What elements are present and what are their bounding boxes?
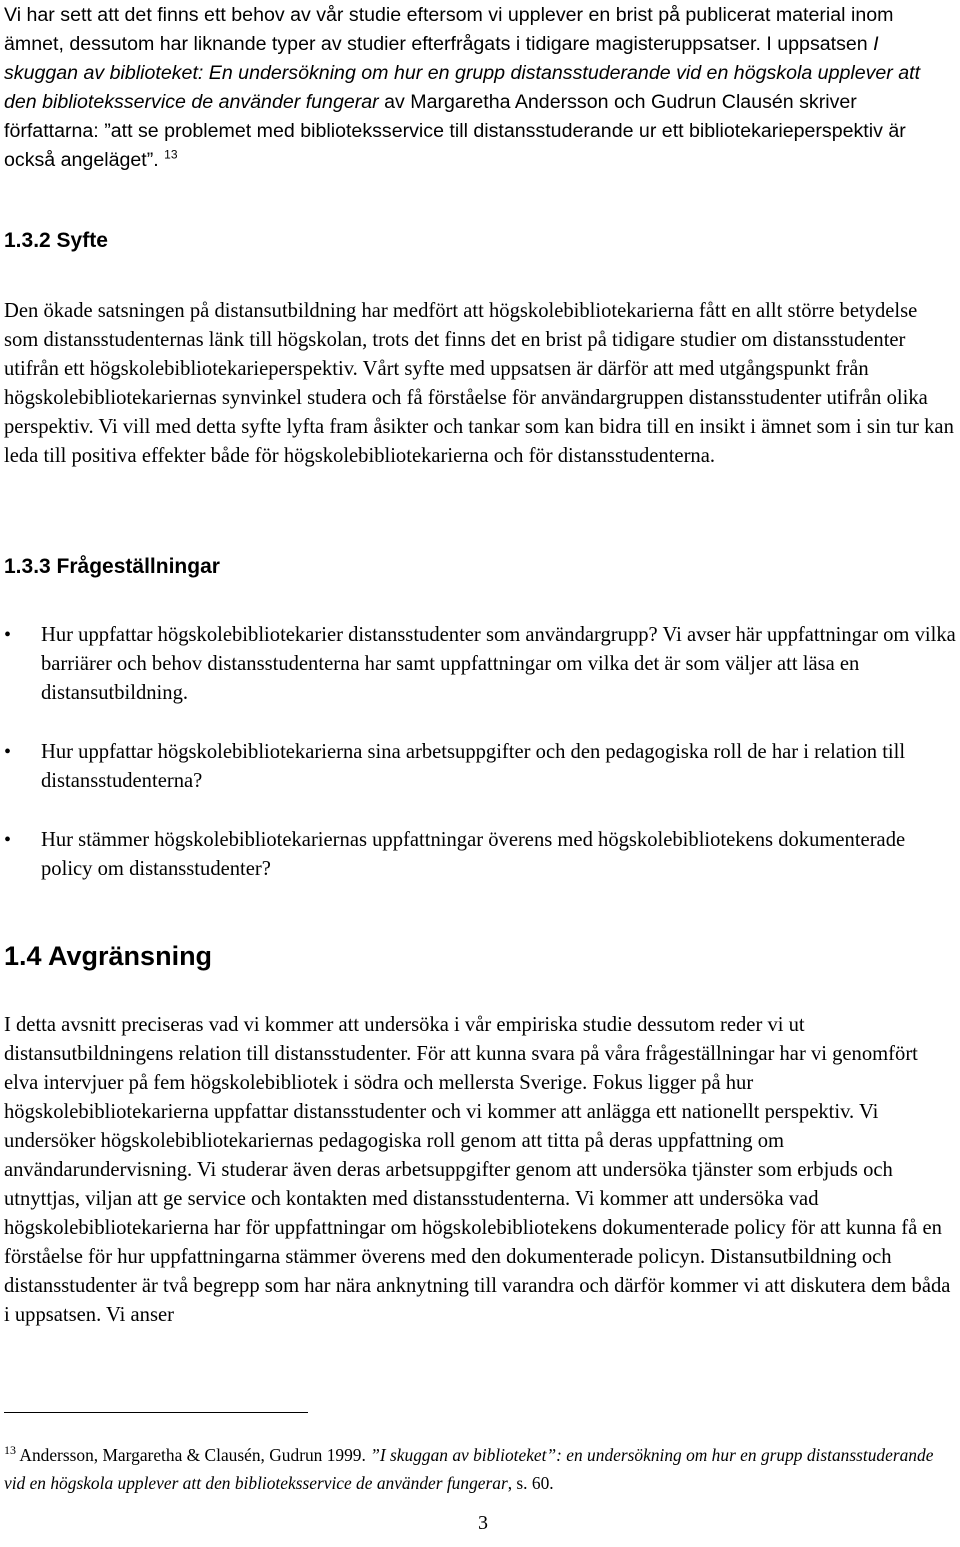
intro-text-part1: Vi har sett att det finns ett behov av vår studie eftersom vi upplever en brist på publicerat material inom ämnet, dessutom har liknande typer av studier efterfrågats i tidigare magisteruppsatser. I uppsatsen (4, 4, 894, 55)
research-question-text: Hur stämmer högskolebibliotekariernas uppfattningar överens med högskolebibliotekens dokumenterade policy om distansstudenter? (41, 829, 906, 880)
research-question-item (4, 738, 956, 796)
heading-syfte: 1.3.2 Syfte (4, 229, 108, 252)
research-question-item (4, 826, 956, 884)
intro-cited-title: I skuggan av biblioteket: En undersökning om hur en grupp distansstuderande vid en högskola upplever att den biblioteksservice de använder fungerar (4, 33, 921, 113)
research-questions-list (4, 621, 956, 884)
footnote-number: 13 (4, 1443, 16, 1458)
bullet-icon: • (4, 624, 12, 646)
heading-avgransning: 1.4 Avgränsning (4, 941, 213, 971)
heading-fragestallningar: 1.3.3 Frågeställningar (4, 555, 220, 578)
research-question-text: Hur uppfattar högskolebibliotekarier distansstudenter som användargrupp? Vi avser här uppfattningar om vilka barriärer och behov distansstudenterna har samt uppfattningar om vilka det är som väljer att läsa en distansutbildning. (41, 624, 956, 704)
footnote-divider (4, 1412, 308, 1413)
bullet-icon: • (4, 741, 12, 763)
intro-paragraph (4, 1, 954, 175)
footnote-authors: Andersson, Margaretha & Clausén, Gudrun 1999. (16, 1445, 371, 1466)
page-number (0, 1512, 960, 1535)
bullet-icon: • (4, 829, 12, 851)
footnote-reference[interactable]: 13 (164, 147, 178, 162)
page-number-text: 3 (478, 1512, 488, 1534)
syfte-paragraph: Den ökade satsningen på distansutbildning har medfört att högskolebibliotekarierna fått en allt större betydelse som distansstudenternas länk till högskolan, trots det finns det en brist på tidigare studier om distansstudenter utifrån ett högskolebibliotekarieperspektiv. Vårt syfte med uppsatsen är därför att med utgångspunkt från högskolebibliotekariernas synvinkel studera och få förståelse för användargruppen distansstudenter utifrån olika perspektiv. Vi vill med detta syfte lyfta fram åsikter och tankar som kan bidra till en insikt i ämnet som i sin tur kan leda till positiva effekter både för högskolebibliotekarierna och för distansstudenterna. (4, 300, 954, 467)
avgransning-paragraph: I detta avsnitt preciseras vad vi kommer att undersöka i vår empiriska studie dessutom reder vi ut distansutbildningens relation till distansstudenter. För att kunna svara på våra frågeställningar har vi genomfört elva intervjuer på fem högskolebibliotek i södra och mellersta Sverige. Fokus ligger på hur högskolebibliotekarierna uppfattar distansstudenter och vi kommer att anlägga ett nationellt perspektiv. Vi undersöker högskolebibliotekariernas pedagogiska roll genom att titta på deras uppfattning om användarundervisning. Vi studerar även deras arbetsuppgifter genom att undersöka tjänster som erbjuds och utnyttjas, viljan att ge service och kontakten med distansstudenterna. Vi kommer att undersöka vad högskolebibliotekarierna har för uppfattningar om högskolebibliotekens dokumenterade policy för att kunna få en förståelse för hur uppfattningarna stämmer överens med den dokumenterade policyn. Distansutbildning och distansstudenter är två begrepp som har nära anknytning till varandra och därför kommer vi att diskutera dem båda i uppsatsen. Vi anser (4, 1014, 951, 1326)
research-question-item (4, 621, 956, 708)
footnote-title: ”I skuggan av biblioteket”: en undersökning om hur en grupp distansstuderande vid en högskola upplever att den biblioteksservice de använder fungerar (4, 1445, 934, 1494)
footnote-page-ref: , s. 60. (507, 1473, 554, 1494)
research-question-text: Hur uppfattar högskolebibliotekarierna sina arbetsuppgifter och den pedagogiska roll de har i relation till distansstudenterna? (41, 741, 906, 792)
footnote (4, 1441, 956, 1497)
intro-text-part2: av Margaretha Andersson och Gudrun Clausén skriver författarna: ”att se problemet med biblioteksservice till distansstuderande ur ett bibliotekarieperspektiv är också angeläget”. (4, 91, 906, 171)
